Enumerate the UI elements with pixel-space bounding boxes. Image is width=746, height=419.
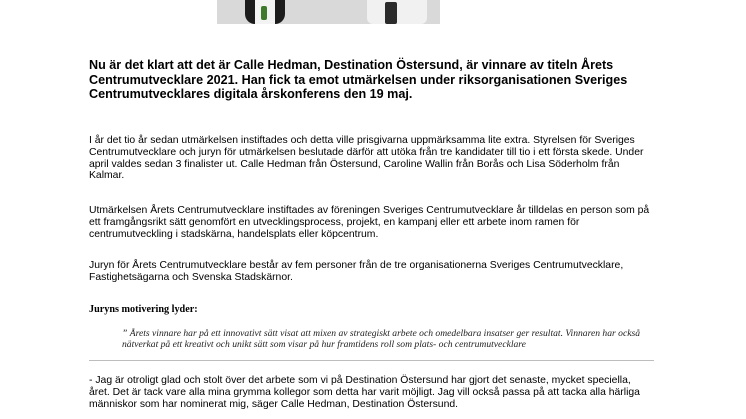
winner-photo	[217, 0, 440, 24]
photo-person-right	[367, 0, 427, 24]
body-paragraph-history: I år det tio år sedan utmärkelsen instiftades och detta ville prisgivarna uppmärksamma lite extra. Styrelsen för Sveriges Centrumutvecklare och juryn för utmärkelsen beslutade därför att utöka från tre kandidater till tio i ett första skede. Under april valdes sedan 3 finalister ut. Calle Hedman från Östersund, Caroline Wallin från Borås och Lisa Söderholm från Kalmar.	[89, 135, 644, 182]
jury-motivation-quote: ” Årets vinnare har på ett innovativt sätt visat att mixen av strategiskt arbete och omedelbara insatser ger resultat. Vinnaren har också nätverkat på ett kreativt och unikt sätt som visar på hur framtidens roll som plats- och centrumutvecklare	[122, 328, 640, 351]
closing-quote-paragraph: - Jag är otroligt glad och stolt över det arbete som vi på Destination Östersund har gjort det senaste, mycket speciella, året. Det är tack vare alla mina grymma kollegor som detta har varit möjligt. Jag vill också passa på att tacka alla härliga människor som har nominerat mig, säger Calle Hedman, Destination Östersund.	[89, 375, 640, 410]
body-paragraph-jury: Juryn för Årets Centrumutvecklare består av fem personer från de tre organisationerna Sveriges Centrumutvecklare, Fastighetsägarna och Svenska Stadskärnor.	[89, 260, 624, 283]
quote-divider	[89, 360, 654, 361]
lead-paragraph: Nu är det klart att det är Calle Hedman, Destination Östersund, är vinnare av titeln Årets Centrumutvecklare 2021. Han fick ta emot utmärkelsen under riksorganisationen Sveriges Centrumutvecklares digitala årskonferens den 19 maj.	[89, 58, 628, 101]
photo-award-right	[385, 2, 397, 24]
photo-award-left	[261, 6, 267, 20]
body-paragraph-award-description: Utmärkelsen Årets Centrumutvecklare instiftades av föreningen Sveriges Centrumutvecklare år tilldelas en person som på ett framgångsrikt sätt genomfört en utvecklingsprocess, projekt, en kampanj eller ett arbete inom ramen för centrumutveckling i stadskärna, handelsplats eller köpcentrum.	[89, 205, 650, 240]
motivation-heading: Juryns motivering lyder:	[89, 304, 198, 315]
